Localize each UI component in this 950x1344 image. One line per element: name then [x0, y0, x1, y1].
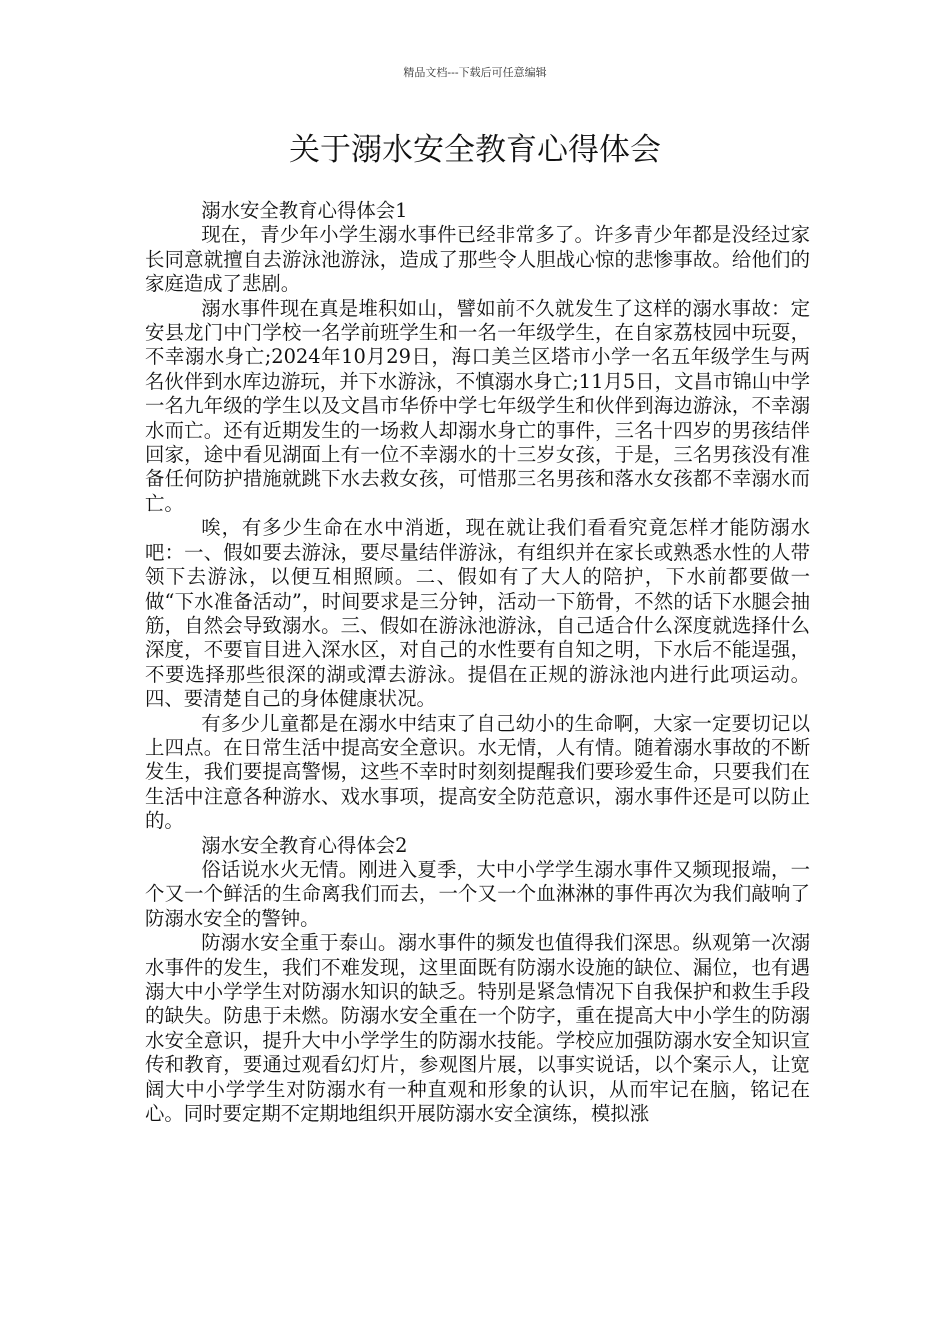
document-title: 关于溺水安全教育心得体会	[289, 132, 661, 168]
section-heading: 溺水安全教育心得体会1	[201, 199, 408, 222]
paragraph: 溺水事件现在真是堆积如山，譬如前不久就发生了这样的溺水事故：定安县龙门中门学校一名学前班学生和一名一年级学生，在自家荔枝园中玩耍，不幸溺水身亡;2024年10月29日，海口美兰区塔市小学一名五年级学生与两名伙伴到水库边游玩，并下水游泳，不慎溺水身亡;11月5日，文昌市锦山中学一名九年级的学生以及文昌市华侨中学七年级学生和伙伴到海边游泳，不幸溺水而亡。还有近期发生的一场救人却溺水身亡的事件，三名十四岁的男孩结伴回家，途中看见湖面上有一位不幸溺水的十三岁女孩，于是，三名男孩没有准备任何防护措施就跳下水去救女孩，可惜那三名男孩和落水女孩都不幸溺水而亡。	[145, 296, 810, 515]
section-heading: 溺水安全教育心得体会2	[201, 833, 408, 857]
paragraph: 防溺水安全重于泰山。溺水事件的频发也值得我们深思。纵观第一次溺水事件的发生，我们不难发现，这里面既有防溺水设施的缺位、漏位，也有遇溺大中小学学生对防溺水知识的缺乏。特别是紧急情况下自我保护和救生手段的缺失。防患于未燃。防溺水安全重在一个防字，重在提高大中小学生的防溺水安全意识，提升大中小学学生的防溺水技能。学校应加强防溺水安全知识宣传和教育，要通过观看幻灯片，参观图片展，以事实说话，以个案示人，让宽阔大中小学学生对防溺水有一种直观和形象的认识，从而牢记在脑，铭记在心。同时要定期不定期地组织开展防溺水安全演练，模拟涨	[145, 931, 810, 1126]
header-note: 精品文档---下载后可任意编辑	[403, 66, 547, 79]
paragraph: 唉，有多少生命在水中消逝，现在就让我们看看究竟怎样才能防溺水吧：一、假如要去游泳，要尽量结伴游泳，有组织并在家长或熟悉水性的人带领下去游泳，以便互相照顾。二、假如有了大人的陪护，下水前都要做一做“下水准备活动”，时间要求是三分钟，活动一下筋骨，不然的话下水腿会抽筋，自然会导致溺水。三、假如在游泳池游泳，自己适合什么深度就选择什么深度，不要盲目进入深水区，对自己的水性要有自知之明，下水后不能逞强，不要选择那些很深的湖或潭去游泳。提倡在正规的游泳池内进行此项运动。四、要清楚自己的身体健康状况。	[145, 516, 810, 711]
paragraph: 有多少儿童都是在溺水中结束了自己幼小的生命啊，大家一定要切记以上四点。在日常生活中提高安全意识。水无情，人有情。随着溺水事故的不断发生，我们要提高警惕，这些不幸时时刻刻提醒我们要珍爱生命，只要我们在生活中注意各种游水、戏水事项，提高安全防范意识，溺水事件还是可以防止的。	[145, 711, 810, 833]
document-body	[145, 199, 810, 1126]
paragraph: 现在，青少年小学生溺水事件已经非常多了。许多青少年都是没经过家长同意就擅自去游泳池游泳，造成了那些令人胆战心惊的悲惨事故。给他们的家庭造成了悲剧。	[145, 223, 810, 296]
paragraph: 俗话说水火无情。刚进入夏季，大中小学学生溺水事件又频现报端，一个又一个鲜活的生命离我们而去，一个又一个血淋淋的事件再次为我们敲响了防溺水安全的警钟。	[145, 857, 810, 930]
